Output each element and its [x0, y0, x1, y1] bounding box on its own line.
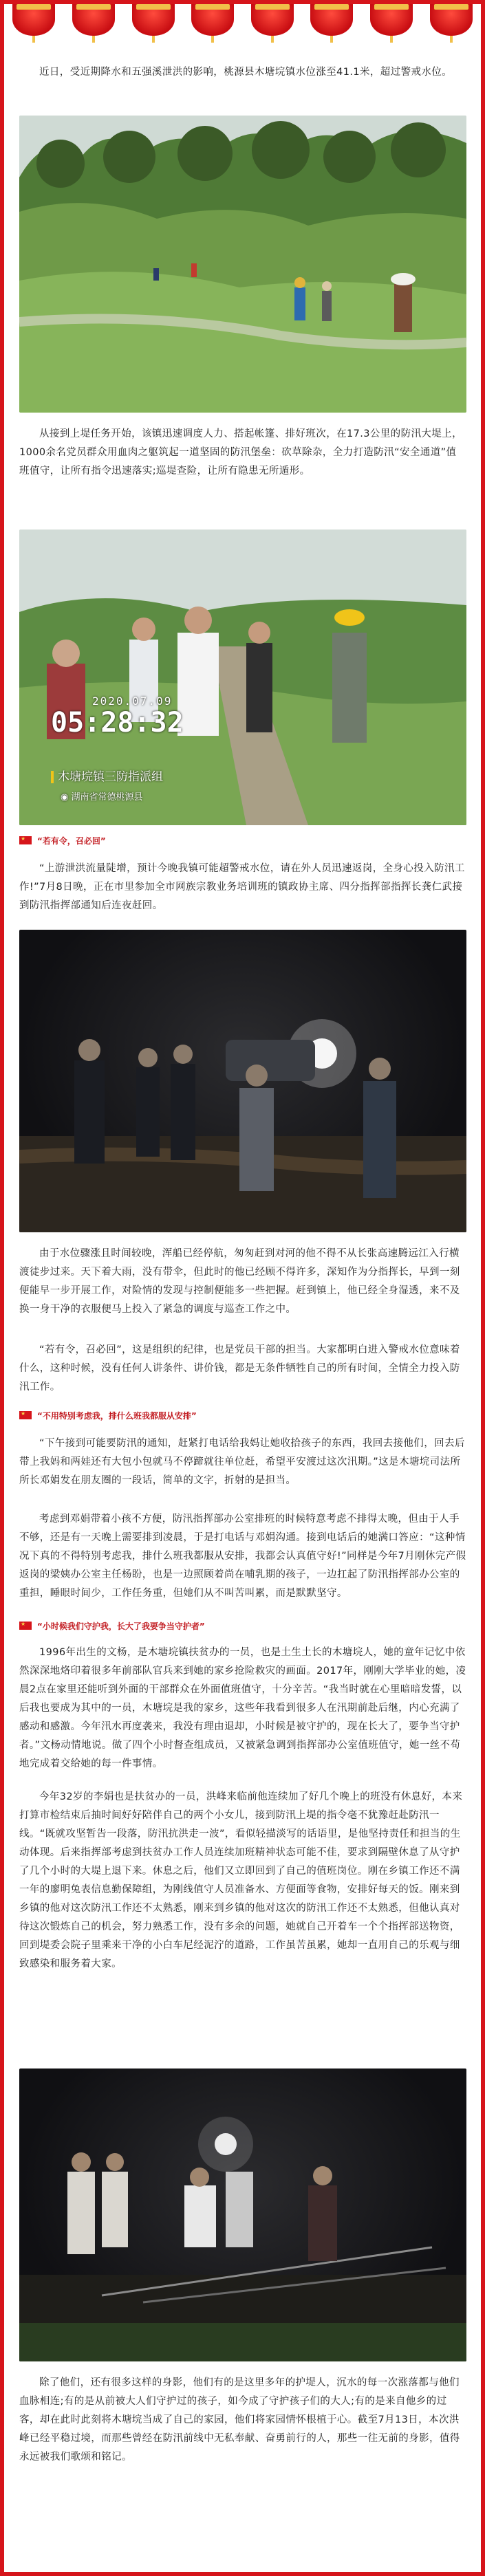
lantern-icon — [12, 4, 55, 36]
section-heading-text: “不用特别考虑我，排什么班我都服从安排” — [37, 1410, 197, 1421]
lantern-icon — [132, 4, 175, 36]
location-pin-icon: ◉ — [61, 792, 72, 803]
lantern-icon — [430, 4, 473, 36]
night-scene — [19, 930, 466, 1232]
timestamp-date: 2020.07.09 — [92, 695, 173, 708]
inspection-photo — [19, 530, 466, 825]
photo-caption — [51, 767, 163, 784]
lantern-icon — [72, 4, 115, 36]
lantern-banner — [4, 4, 481, 47]
section-heading-text: “若有令，召必回” — [37, 836, 106, 846]
commander-paragraph: 由于水位骤涨且时间较晚，浑船已经停航，匆匆赶到对河的他不得不从长张高速腾远江入行横渡徒步过来。天下着大雨，没有带伞，但此时的他已经顾不得许多，深知作为分指挥长，早到一刻便能早一步开展工作，对险情的发现与控制便能多一些把握。赶到镇上，他已经全身湿透，来不及换一身干净的衣服便马上投入了紧急的调度与巡查工作之中。 — [19, 1248, 460, 1315]
poverty-office-paragraph: 今年32岁的李娟也是扶贫办的一员，洪峰来临前他连续加了好几个晚上的班没有休息好，本来打算市检结束后抽时间好好陪伴自己的两个小女儿，接到防汛上堤的指令毫不犹豫赶赴防汛一线。“既就攻坚暂告一段落，防汛抗洪走一波”，看似轻描淡写的话语里，是他坚持责任和担当的生动体现。后来指挥部考虑到扶贫办工作人员连续加班精神状态可能不佳，要求到隔壁休息了从守护了几个小时的大堤上退下来。休息之后，他们又立即回到了自己的值班岗位。刚在乡镇工作还不满一年的廖明兔表信息勤保障组，为刚线值守人员准备水、方便面等食物，安排好每天的饭。刚来到乡镇的他对这次防汛工作还不太熟悉，刚来到乡镇的他对这次的防汛工作还不太熟悉，但他认真对待这次锻炼自己的机会，努力熟悉工作，没有多余的问题，她就自己开着车一个个指挥部送物资，回到堤委会院子里乘来干净的小白车尼经泥泞的道路，工作虽苦虽累，她却一直用自己的乐观与细致感染和服务着大家。 — [19, 1791, 463, 1969]
timestamp-overlay — [51, 695, 184, 738]
flag-icon — [19, 1622, 32, 1630]
flag-icon — [19, 836, 32, 844]
flag-icon — [19, 1411, 32, 1419]
mother-paragraph: “下午接到可能要防汛的通知，赶紧打电话给我妈让她收拾孩子的东西，我回去接他们，回去后带上我妈和两娃还有大包小包就马不停蹄就往单位赶，希望平安渡过这次汛期。”这是木塘垸司法所所长邓娟发在朋友圈的一段话，简单的文字，折射的是担当。 — [19, 1438, 465, 1486]
task-paragraph: 从接到上堤任务开始，该镇迅速调度人力、搭起帐篷、排好班次，在17.3公里的防汛大堤上，1000余名党员群众用血肉之躯筑起一道坚固的防汛堡垒：砍草除杂，全力打造防汛“安全通道”值班值守，让所有指令迅速落实;巡堤查险，让所有隐患无所遁形。 — [19, 428, 462, 477]
night-inspection-photo — [19, 930, 466, 1232]
caption-text: 木塘垸镇三防指派组 — [58, 770, 163, 784]
timestamp-time: 05:28:32 — [51, 707, 184, 739]
photo-location — [61, 789, 143, 803]
schedule-paragraph: 考虑到邓娟带着小孩不方便，防汛指挥部办公室排班的时候特意考虑不排得太晚，但由于人手不够，还是有一天晚上需要排到凌晨，于是打电话与邓娟沟通。接到电话后的她满口答应：“这种情况下真的不得特别考虑我，排什么班我都服从安排，我都会认真值守好!”同样是今年7月刚休完产假返岗的梁姨办公室主任杨盼，也是一边照顾着尚在哺乳期的孩子，一边扛起了防汛指挥部办公室的重担，睡眼时间少，工作任务重，但她们从不叫苦叫累，而是默默坚守。 — [19, 1514, 466, 1599]
lantern-icon — [310, 4, 353, 36]
discipline-paragraph: “若有令，召必回”，这是组织的纪律，也是党员干部的担当。大家都明白进入警戒水位意味着什么，这种时候，没有任何人讲条件、讲价钱，都是无条件牺牲自己的所有时间，全情全力投入防汛工作。 — [19, 1344, 460, 1393]
location-text: 湖南省常德桃源县 — [71, 792, 143, 803]
embankment-photo — [19, 116, 466, 413]
embankment-scene — [19, 116, 466, 413]
lantern-icon — [370, 4, 413, 36]
section-heading-1 — [19, 833, 466, 847]
recall-paragraph: “上游泄洪流量陡增，预计今晚我镇可能超警戒水位，请在外人员迅速返岗，全身心投入防汛工作!”7月8日晚，正在市里参加全市网族宗教业务培训班的镇政协主席、四分指挥部指挥长龚仁武接到防汛指挥部通知后连夜赶回。 — [19, 863, 465, 911]
repair-scene — [19, 2069, 466, 2361]
caption-marker — [51, 771, 54, 783]
section-heading-text: “小时候我们守护我，长大了我要争当守护者” — [37, 1621, 205, 1631]
intro-paragraph: 近日，受近期降水和五强溪泄洪的影响，桃源县木塘垸镇水位涨至41.1米，超过警戒水位。 — [39, 67, 453, 78]
lantern-icon — [191, 4, 234, 36]
young-volunteer-paragraph: 1996年出生的文杨，是木塘垸镇扶贫办的一员，也是土生土长的木塘垸人，她的童年记忆中依然深深地烙印着很多年前部队官兵来到她的家乡抢险救灾的画面。2017年，刚刚大学毕业的她，凌晨2点在家里还能听到外面的干部群众在外面值班值守，十分辛苦。“我当时就在心里暗暗发誓，以后我也要成为其中的一员，木塘垸是我的家乡，这些年我看到很多人在汛期前赴后继，内心充满了感动和感激。今年汛水再度袭来，我没有理由退却，小时候是被守护的，现在长大了，要争当守护者。”文杨动情地说。做了四个小时督查组成员，又被紧急调到指挥部办公室值班值守，她一丝不苟地完成着交给她的每一件事情。 — [19, 1647, 466, 1769]
lantern-icon — [251, 4, 294, 36]
night-repair-photo — [19, 2069, 466, 2361]
section-heading-3 — [19, 1619, 466, 1633]
section-heading-2 — [19, 1408, 466, 1422]
closing-paragraph: 除了他们，还有很多这样的身影，他们有的是这里多年的护堤人，沉水的每一次涨落都与他们血脉相连;有的是从前被大人们守护过的孩子，如今成了守护孩子们的大人;有的是来自他乡的过客，却在此时此刻将木塘垸当成了自己的家园，他们将家园情怀根植于心。截至7月13日，本次洪峰已经平稳过境，而那些曾经在防汛前线中无私奉献、奋勇前行的人，那些一往无前的身影，值得永远被我们歌颂和铭记。 — [19, 2377, 460, 2463]
